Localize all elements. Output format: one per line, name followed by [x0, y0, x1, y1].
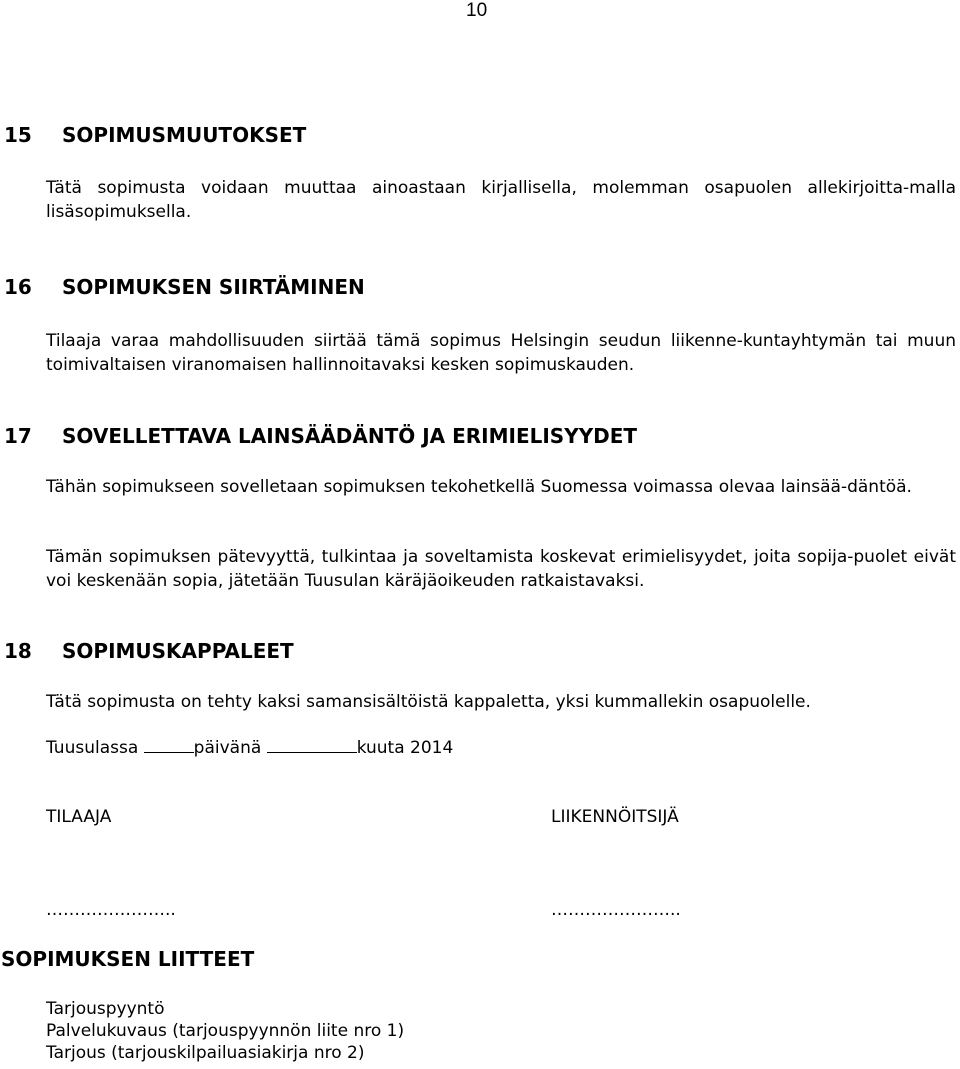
section-17-heading	[4, 424, 637, 448]
section-number: 17	[4, 424, 32, 448]
list-item: Tarjous (tarjouskilpailuasiakirja nro 2)	[46, 1043, 365, 1063]
signature-line-right: …………………..	[551, 900, 681, 920]
list-item: Palvelukuvaus (tarjouspyynnön liite nro 1)	[46, 1021, 405, 1041]
section-17-paragraph-1: Tähän sopimukseen sovelletaan sopimuksen tekohetkellä Suomessa voimassa olevaa lainsää-däntöä.	[46, 477, 912, 497]
section-17-paragraph-2: Tämän sopimuksen pätevyyttä, tulkintaa ja soveltamista koskevat erimielisyydet, joita sopija-puolet eivät voi keskenään sopia, jätetään Tuusulan käräjäoikeuden ratkaistavaksi.	[46, 547, 956, 591]
appendices-list	[46, 998, 404, 1064]
section-title: SOVELLETTAVA LAINSÄÄDÄNTÖ JA ERIMIELISYYDET	[62, 424, 638, 448]
page-number: 10	[466, 0, 488, 21]
signing-date-line	[46, 738, 453, 758]
section-number: 16	[4, 275, 32, 299]
section-title: SOPIMUSKAPPALEET	[62, 639, 294, 663]
month-year-label: kuuta 2014	[356, 738, 454, 758]
section-16-paragraph: Tilaaja varaa mahdollisuuden siirtää tämä sopimus Helsingin seudun liikenne-kuntayhtymän tai muun toimivaltaisen viranomaisen hallinnoitavaksi kesken sopimuskauden.	[46, 331, 956, 375]
day-label: päivänä	[193, 738, 262, 758]
signing-place: Tuusulassa	[46, 738, 139, 758]
month-blank	[267, 738, 357, 753]
section-number: 18	[4, 639, 32, 663]
section-title: SOPIMUKSEN SIIRTÄMINEN	[62, 275, 365, 299]
section-18-heading	[4, 639, 294, 663]
section-15-paragraph: Tätä sopimusta voidaan muuttaa ainoastaan kirjallisella, molemman osapuolen allekirjoitta-malla lisäsopimuksella.	[46, 178, 956, 222]
section-title: SOPIMUSMUUTOKSET	[62, 123, 307, 147]
section-15-heading	[4, 123, 306, 147]
party-left-label: TILAAJA	[46, 807, 112, 827]
party-right-label: LIIKENNÖITSIJÄ	[551, 807, 679, 827]
list-item: Tarjouspyyntö	[46, 999, 165, 1019]
section-number: 15	[4, 123, 32, 147]
day-blank	[144, 738, 194, 753]
section-16-heading	[4, 275, 365, 299]
signature-line-left: …………………..	[46, 900, 176, 920]
appendices-heading: SOPIMUKSEN LIITTEET	[1, 947, 255, 971]
section-18-paragraph: Tätä sopimusta on tehty kaksi samansisältöistä kappaletta, yksi kummallekin osapuolelle.	[46, 692, 811, 712]
